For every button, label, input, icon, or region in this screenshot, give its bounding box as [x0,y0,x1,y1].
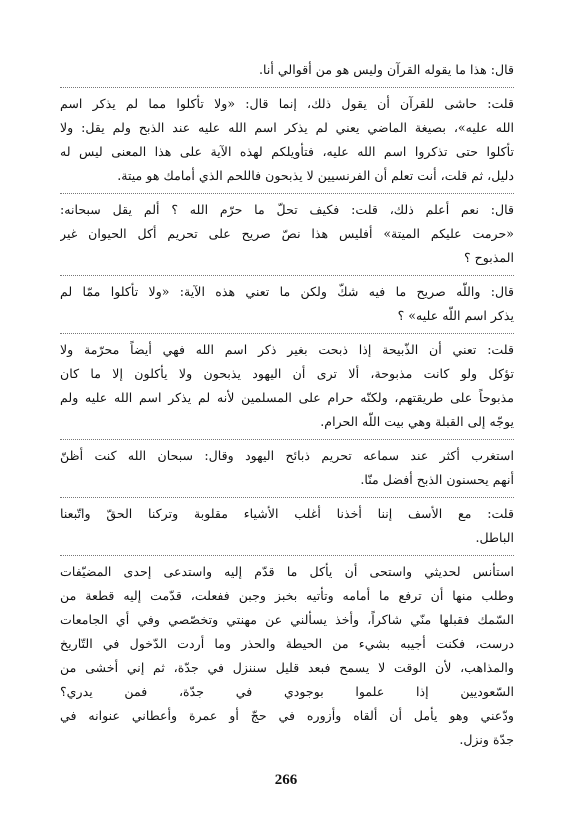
paragraph [60,502,514,550]
text-line: السّعوديين إذا علموا بوجودي في جدّة، فمن يدري؟ [60,684,514,699]
paragraph [60,338,514,434]
text-line: قلت: تعني أن الذّبيحة إذا ذبحت بغير ذكر اسم الله فهي أيضاً محرّمة ولا [60,342,514,357]
paragraph-separator [60,275,514,276]
paragraph-separator [60,193,514,194]
paragraph [60,92,514,188]
text-line: الله عليه»، بصيغة الماضي يعني لم يذكر اسم الله عليه عند الذبح ولم يقل: ولا [60,120,514,135]
text-line: تأكلوا حتى تذكروا اسم الله عليه، فتأويلكم لهذه الآية على هذا المعنى ليس له [60,144,514,159]
text-line: أنهم يحسنون الذبح أفضل منّا. [360,472,514,487]
page-body [60,58,514,752]
text-line: السّمك فقبلها منّي شاكراً، وأخذ يسألني عن مهنتي وتخصّصي وفي أي الجامعات [60,612,514,627]
text-line: يوجّه إلى القبلة وهي بيت اللّه الحرام. [320,414,514,429]
text-line: دليل، ثم قلت، أنت تعلم أن الفرنسيين لا يذبحون فاللحم الذي أمامك هو ميتة. [117,168,514,183]
text-line: قال: هذا ما يقوله القرآن وليس هو من أقوالي أنا. [259,62,514,77]
text-line: استأنس لحديثي واستحى أن يأكل ما قدّم إليه واستدعى إحدى المضيّفات [60,564,514,579]
text-line: وطلب منها أن ترفع ما أمامه وتأتيه بخبز وجبن ففعلت، قدّمت إليه قطعة من [60,588,514,603]
paragraph-separator [60,439,514,440]
paragraph [60,198,514,270]
paragraph [60,444,514,492]
paragraph-separator [60,555,514,556]
text-line: والمذاهب، لأن الوقت لا يسمح فبعد قليل سننزل في جدّة، ثم إني أخشى من [60,660,514,675]
text-line: قلت: حاشى للقرآن أن يقول ذلك، إنما قال: «ولا تأكلوا مما لم يذكر اسم [60,96,514,111]
page-number: 266 [274,772,298,788]
text-line: المذبوح ؟ [463,250,514,265]
paragraph [60,280,514,328]
paragraph-separator [60,497,514,498]
paragraph [60,58,514,82]
text-line: الباطل. [475,530,514,545]
text-line: استغرب أكثر عند سماعه تحريم ذبائح اليهود وقال: سبحان الله كنت أظنّ [60,448,514,463]
text-line: «حرمت عليكم الميتة» أفليس هذا نصّ صريح على تحريم أكل الحيوان غير [60,226,514,241]
paragraph [60,560,514,752]
paragraph-separator [60,333,514,334]
text-line: قال: واللّه صريح ما فيه شكّ ولكن ما تعني هذه الآية: «ولا تأكلوا ممّا لم [60,284,514,299]
text-line: قال: نعم أعلم ذلك، قلت: فكيف تحلّ ما حرّم الله ؟ ألم يقل سبحانه: [60,202,514,217]
text-line: يذكر اسم اللّه عليه» ؟ [397,308,514,323]
text-line: جدّة ونزل. [459,732,514,747]
text-line: ودّعني وهو يأمل أن ألقاه وأزوره في حجّ أو عمرة وأعطاني عنوانه في [60,708,514,723]
text-line: تؤكل ولو كانت مذبوحة، ألا ترى أن اليهود يذبحون ولا يأكلون إلا ما كان [60,366,514,381]
paragraph-separator [60,87,514,88]
text-line: درست، فكنت أجيبه بشيء من الحيطة والحذر وما أردت الدّخول في التّاريخ [60,636,514,651]
text-line: قلت: مع الأسف إننا أخذنا أغلب الأشياء مقلوبة وتركنا الحقّ واتّبعنا [60,506,514,521]
text-line: مذبوحاً على طريقتهم، ولكنّه حرام على المسلمين لأنه لم يذكر اسم الله عليه ولم [60,390,514,405]
